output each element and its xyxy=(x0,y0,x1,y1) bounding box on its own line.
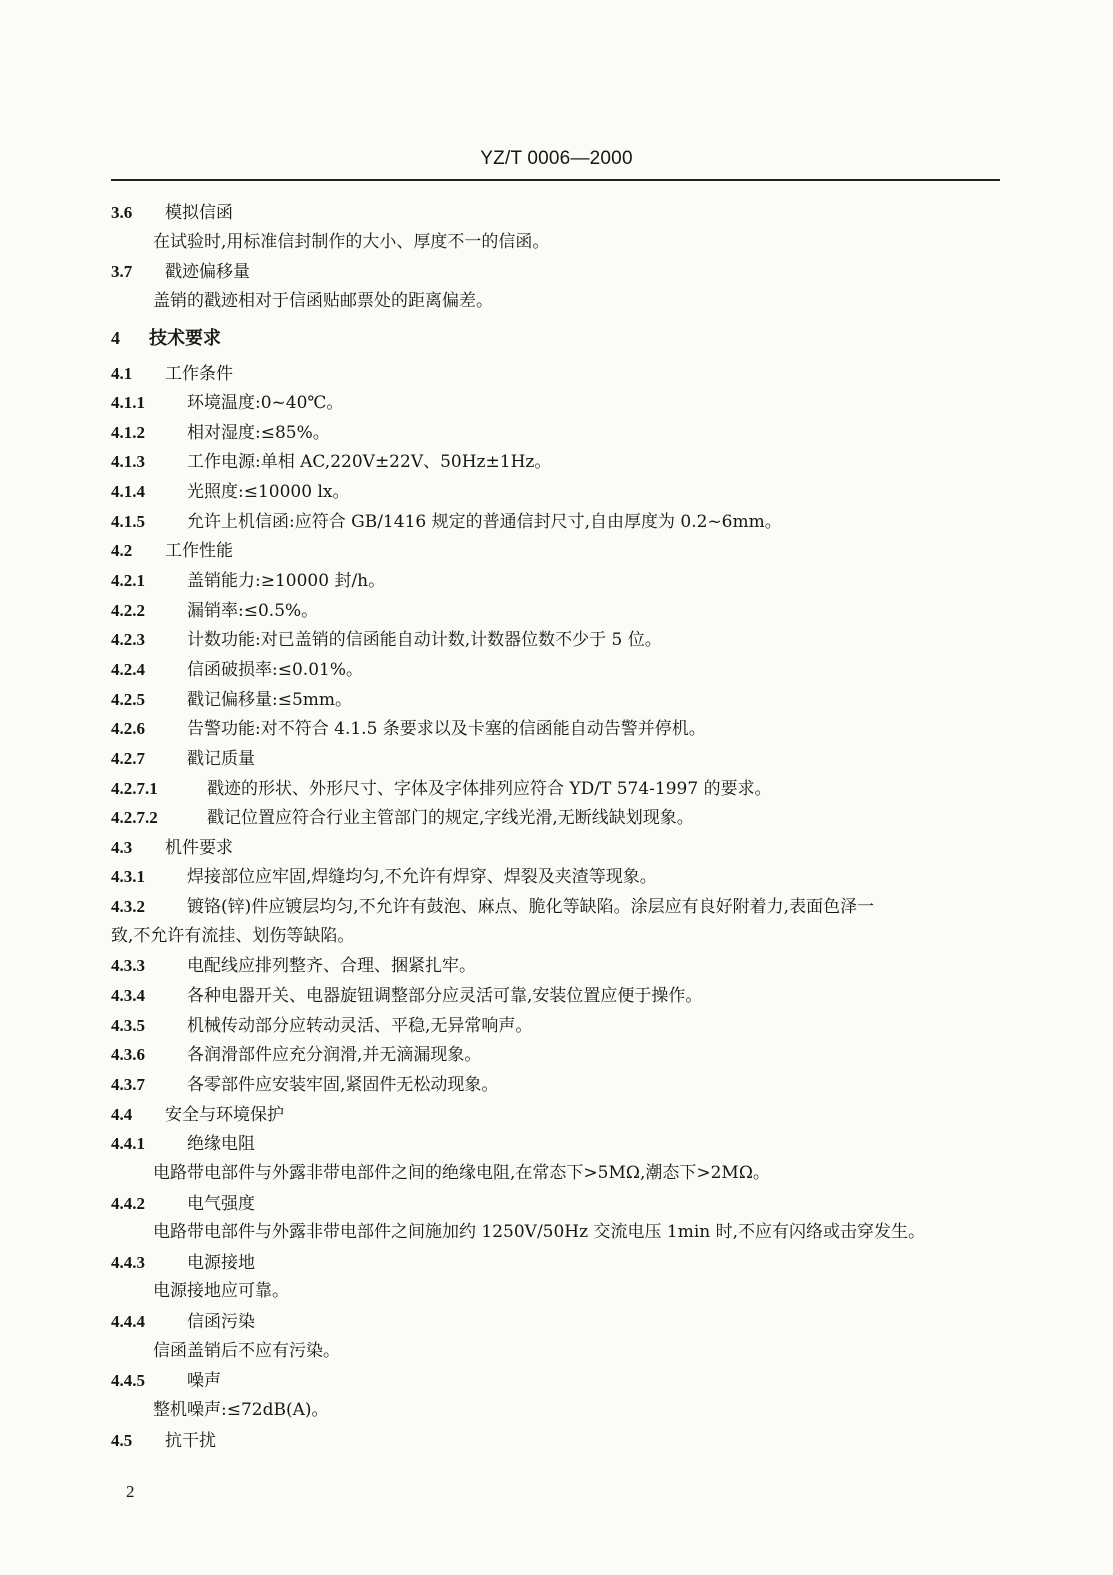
clause xyxy=(111,981,1001,1011)
clause xyxy=(111,1189,1001,1219)
clause-number: 3.7 xyxy=(111,262,133,282)
clause xyxy=(111,257,1001,287)
paragraph xyxy=(111,287,1001,317)
clause-number: 4.2.5 xyxy=(111,689,145,709)
clause xyxy=(111,1040,1001,1070)
clause-number: 4.5 xyxy=(111,1430,133,1450)
clause-text: 戳记质量 xyxy=(187,748,255,769)
clause-text: 工作性能 xyxy=(165,541,233,562)
clause-number: 4.1.1 xyxy=(111,393,145,413)
clause xyxy=(111,447,1001,477)
clause-text: 焊接部位应牢固,焊缝均匀,不允许有焊穿、焊裂及夹渣等现象。 xyxy=(187,867,657,888)
clause xyxy=(111,803,1001,833)
clause xyxy=(111,1129,1001,1159)
clause-text: 戳迹偏移量 xyxy=(165,262,250,283)
clause xyxy=(111,625,1001,655)
clause-number: 4.1.3 xyxy=(111,452,145,472)
clause-number: 4.3.3 xyxy=(111,956,145,976)
clause xyxy=(111,477,1001,507)
clause-text: 电路带电部件与外露非带电部件之间施加约 1250V/50Hz 交流电压 1min 时,不应有闪络或击穿发生。 xyxy=(153,1222,926,1243)
paragraph xyxy=(111,1159,1001,1189)
document-body xyxy=(111,198,1001,1455)
clause-text: 光照度:≤10000 lx。 xyxy=(187,482,350,503)
clause xyxy=(111,951,1001,981)
clause xyxy=(111,1248,1001,1278)
clause-text: 环境温度:0~40℃。 xyxy=(187,393,344,414)
clause xyxy=(111,744,1001,774)
clause-text: 允许上机信函:应符合 GB/1416 规定的普通信封尺寸,自由厚度为 0.2~6mm。 xyxy=(187,511,782,532)
clause-text: 计数功能:对已盖销的信函能自动计数,计数器位数不少于 5 位。 xyxy=(187,630,662,651)
clause-number: 4.1.4 xyxy=(111,482,145,502)
clause-text: 戳记位置应符合行业主管部门的规定,字线光滑,无断线缺划现象。 xyxy=(207,808,694,829)
paragraph-continuation xyxy=(111,922,1001,952)
clause-text: 机件要求 xyxy=(165,837,233,858)
clause xyxy=(111,655,1001,685)
standard-code-header: YZ/T 0006—2000 xyxy=(480,148,633,169)
clause-number: 4.1.2 xyxy=(111,422,145,442)
clause-text: 安全与环境保护 xyxy=(165,1104,284,1125)
paragraph xyxy=(111,1337,1001,1367)
clause xyxy=(111,862,1001,892)
clause-text: 相对湿度:≤85%。 xyxy=(187,422,330,443)
clause xyxy=(111,1011,1001,1041)
clause-number: 4.2.4 xyxy=(111,659,145,679)
clause-number: 4.2 xyxy=(111,541,133,561)
clause xyxy=(111,388,1001,418)
clause-text: 盖销的戳迹相对于信函贴邮票处的距离偏差。 xyxy=(153,290,493,311)
header-divider xyxy=(111,179,1000,181)
paragraph xyxy=(111,228,1001,258)
clause-text: 各种电器开关、电器旋钮调整部分应灵活可靠,安装位置应便于操作。 xyxy=(187,986,703,1007)
clause-number: 4.3.6 xyxy=(111,1045,145,1065)
clause xyxy=(111,774,1001,804)
clause xyxy=(111,418,1001,448)
clause-number: 4 xyxy=(111,327,120,348)
clause-number: 4.4.2 xyxy=(111,1193,145,1213)
clause-number: 4.3.7 xyxy=(111,1074,145,1094)
clause-text: 电气强度 xyxy=(187,1193,255,1214)
clause-text: 电源接地应可靠。 xyxy=(153,1281,289,1302)
clause-number: 4.2.7.1 xyxy=(111,778,158,798)
clause-number: 4.4.5 xyxy=(111,1371,145,1391)
paragraph xyxy=(111,1277,1001,1307)
clause xyxy=(111,198,1001,228)
clause-number: 4.2.2 xyxy=(111,600,145,620)
clause-number: 3.6 xyxy=(111,203,133,222)
clause-number: 4.4.3 xyxy=(111,1252,145,1272)
clause-text: 盖销能力:≥10000 封/h。 xyxy=(187,571,386,592)
clause-text: 机械传动部分应转动灵活、平稳,无异常响声。 xyxy=(187,1015,533,1036)
clause-text: 信函破损率:≤0.01%。 xyxy=(187,659,363,680)
clause-number: 4.3 xyxy=(111,837,133,857)
clause xyxy=(111,1366,1001,1396)
clause-number: 4.2.6 xyxy=(111,719,145,739)
clause-number: 4.2.1 xyxy=(111,571,145,591)
clause-text: 致,不允许有流挂、划伤等缺陷。 xyxy=(111,925,355,946)
clause-number: 4.4.1 xyxy=(111,1134,145,1154)
clause xyxy=(111,536,1001,566)
section-heading xyxy=(111,317,1001,359)
clause-number: 4.2.3 xyxy=(111,630,145,650)
clause-text: 信函盖销后不应有污染。 xyxy=(153,1340,340,1361)
clause xyxy=(111,596,1001,626)
clause xyxy=(111,685,1001,715)
clause-text: 绝缘电阻 xyxy=(187,1134,255,1155)
paragraph xyxy=(111,1396,1001,1426)
clause-text: 技术要求 xyxy=(149,327,221,349)
clause-number: 4.2.7 xyxy=(111,748,145,768)
clause xyxy=(111,1426,1001,1456)
clause xyxy=(111,833,1001,863)
clause-text: 模拟信函 xyxy=(165,203,233,223)
clause xyxy=(111,1307,1001,1337)
clause-text: 工作条件 xyxy=(165,363,233,384)
clause-number: 4.4.4 xyxy=(111,1312,145,1332)
clause-number: 4.1.5 xyxy=(111,511,145,531)
clause-number: 4.1 xyxy=(111,363,133,383)
clause-text: 镀铬(锌)件应镀层均匀,不允许有鼓泡、麻点、脆化等缺陷。涂层应有良好附着力,表面色泽一 xyxy=(187,897,875,918)
clause-text: 在试验时,用标准信封制作的大小、厚度不一的信函。 xyxy=(153,231,550,252)
clause-text: 电源接地 xyxy=(187,1252,255,1273)
clause xyxy=(111,1100,1001,1130)
clause-number: 4.3.2 xyxy=(111,897,145,917)
clause xyxy=(111,714,1001,744)
clause-text: 告警功能:对不符合 4.1.5 条要求以及卡塞的信函能自动告警并停机。 xyxy=(187,719,706,740)
clause-number: 4.4 xyxy=(111,1104,133,1124)
clause-text: 工作电源:单相 AC,220V±22V、50Hz±1Hz。 xyxy=(187,452,552,473)
clause-text: 各润滑部件应充分润滑,并无滴漏现象。 xyxy=(187,1045,482,1066)
clause-text: 各零部件应安装牢固,紧固件无松动现象。 xyxy=(187,1074,499,1095)
clause-number: 4.3.5 xyxy=(111,1015,145,1035)
clause xyxy=(111,892,1001,922)
clause-number: 4.3.4 xyxy=(111,986,145,1006)
clause-text: 戳记偏移量:≤5mm。 xyxy=(187,689,353,710)
clause-text: 信函污染 xyxy=(187,1312,255,1333)
clause xyxy=(111,359,1001,389)
clause-number: 4.2.7.2 xyxy=(111,808,158,828)
clause xyxy=(111,507,1001,537)
clause-number: 4.3.1 xyxy=(111,867,145,887)
clause-text: 噪声 xyxy=(187,1371,221,1392)
paragraph xyxy=(111,1218,1001,1248)
clause-text: 电路带电部件与外露非带电部件之间的绝缘电阻,在常态下>5MΩ,潮态下>2MΩ。 xyxy=(153,1162,770,1183)
clause-text: 戳迹的形状、外形尺寸、字体及字体排列应符合 YD/T 574-1997 的要求。 xyxy=(207,778,772,799)
clause xyxy=(111,1070,1001,1100)
clause-text: 漏销率:≤0.5%。 xyxy=(187,600,319,621)
page-number: 2 xyxy=(126,1482,135,1501)
clause-text: 整机噪声:≤72dB(A)。 xyxy=(153,1399,329,1420)
clause-text: 抗干扰 xyxy=(165,1430,216,1451)
clause-text: 电配线应排列整齐、合理、捆紧扎牢。 xyxy=(187,956,476,977)
clause xyxy=(111,566,1001,596)
